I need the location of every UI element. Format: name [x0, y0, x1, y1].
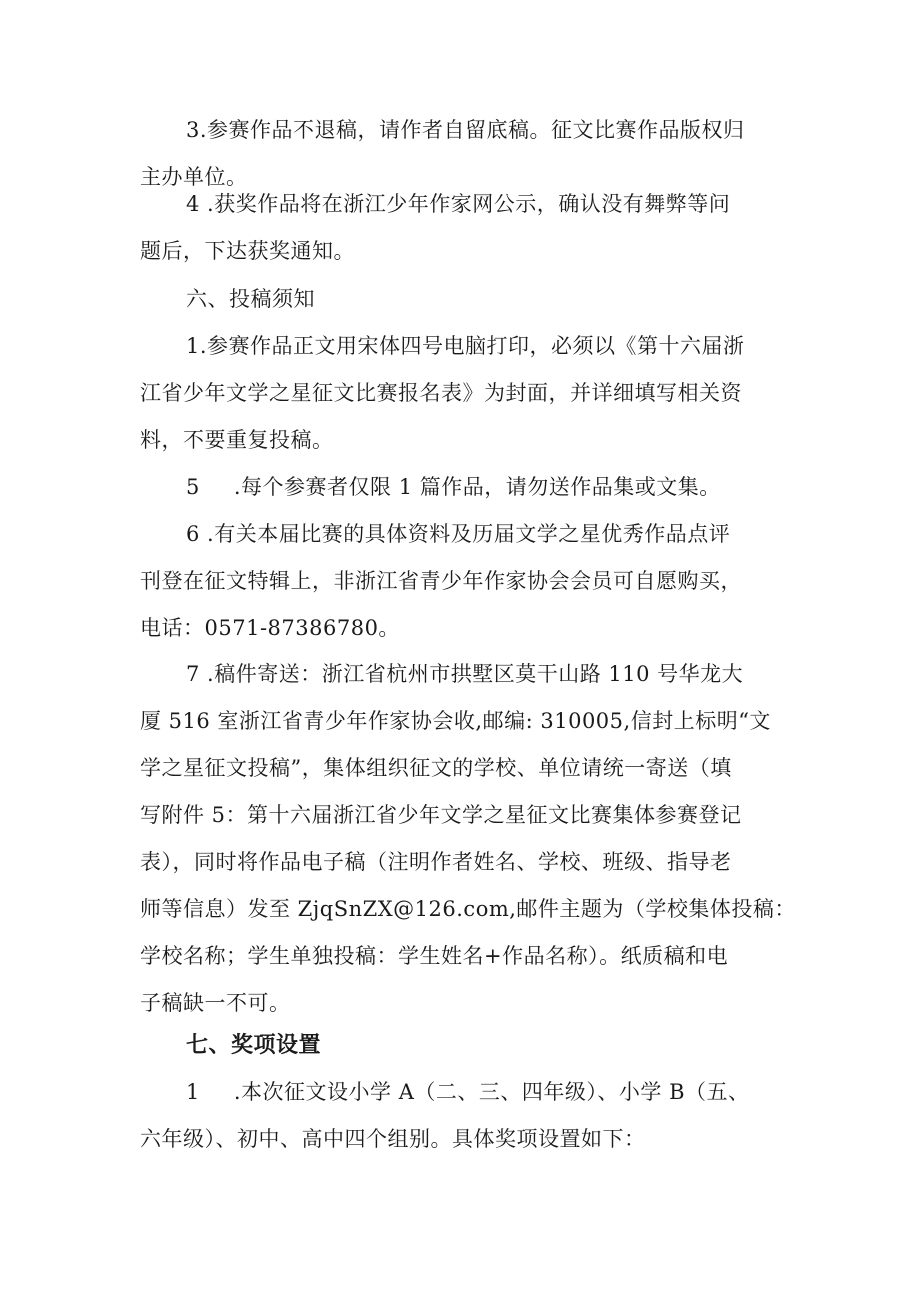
text-line: 六年级）、初中、高中四个组别。具体奖项设置如下：	[140, 1127, 646, 1151]
paragraph-s6-item-1	[140, 323, 800, 464]
text-line: 厦 516 室浙江省青少年作家协会收,邮编: 310005,信封上标明“文	[140, 709, 771, 733]
text-line: 7 .稿件寄送：浙江省杭州市拱墅区莫干山路 110 号华龙大	[186, 662, 744, 686]
text-line: 料，不要重复投稿。	[140, 428, 334, 452]
section-heading-7	[140, 1022, 800, 1069]
item-number: 1	[186, 1080, 200, 1104]
text-line: 师等信息）发至 ZjqSnZX@126.com,邮件主题为（学校集体投稿：	[140, 897, 796, 921]
paragraph-s6-item-5	[140, 464, 800, 511]
text-line: 题后，下达获奖通知。	[140, 239, 355, 263]
text-line: 4 .获奖作品将在浙江少年作家网公示，确认没有舞弊等问	[186, 192, 731, 216]
text-line: 刊登在征文特辑上，非浙江省青少年作家协会会员可自愿购买，	[140, 569, 742, 593]
text-line: 电话：0571-87386780。	[140, 616, 400, 640]
text-line: 写附件 5：第十六届浙江省少年文学之星征文比赛集体参赛登记	[140, 803, 742, 827]
text-line: 主办单位。	[140, 165, 248, 189]
section-title: 六、投稿须知	[186, 287, 315, 311]
text-line: 1.参赛作品正文用宋体四号电脑打印，必须以《第十六届浙	[186, 334, 745, 358]
text-line: 3.参赛作品不退稿，请作者自留底稿。征文比赛作品版权归	[186, 118, 745, 142]
text-line: 表），同时将作品电子稿（注明作者姓名、学校、班级、指导老	[140, 850, 732, 874]
item-text: .本次征文设小学 A（二、三、四年级）、小学 B（五、	[233, 1080, 750, 1104]
text-line: 学之星征文投稿”，集体组织征文的学校、单位请统一寄送（填	[140, 756, 732, 780]
text-line: 学校名称；学生单独投稿：学生姓名+作品名称）。纸质稿和电	[140, 944, 729, 968]
item-number: 5	[186, 475, 200, 499]
text-line: 6 .有关本届比赛的具体资料及历届文学之星优秀作品点评	[186, 522, 731, 546]
paragraph-s6-item-6	[140, 511, 800, 652]
text-line	[140, 1069, 800, 1116]
section-title: 七、奖项设置	[186, 1033, 322, 1058]
text-line	[140, 464, 800, 511]
text-line: 江省少年文学之星征文比赛报名表》为封面，并详细填写相关资	[140, 381, 742, 405]
section-heading-6	[140, 276, 800, 323]
paragraph-s6-item-7	[140, 651, 800, 1027]
paragraph-item-4	[140, 181, 800, 275]
text-line: 子稿缺一不可。	[140, 991, 291, 1015]
paragraph-s7-item-1	[140, 1069, 800, 1163]
item-text: .每个参赛者仅限 1 篇作品，请勿送作品集或文集。	[233, 475, 721, 499]
